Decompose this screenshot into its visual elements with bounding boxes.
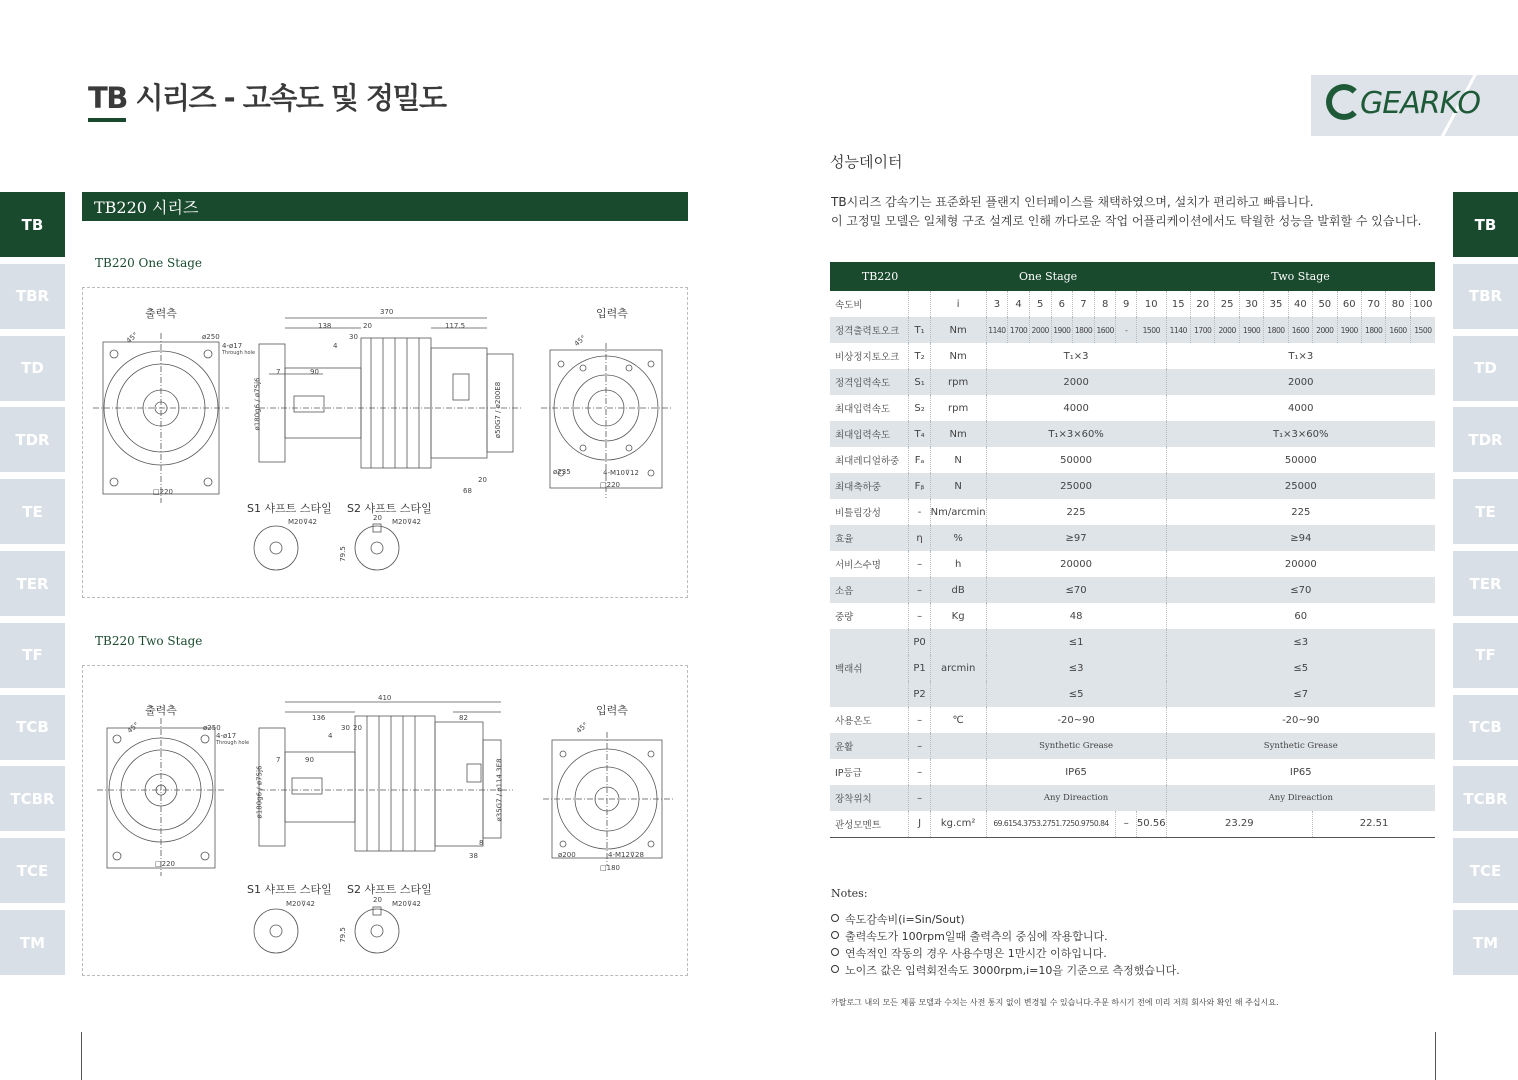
spec-cell: ≤70 — [1166, 577, 1435, 603]
spec-cell: T₁×3 — [1288, 350, 1314, 362]
s1-dim: ø235 — [553, 468, 571, 476]
spec-cell: 윤활 — [830, 733, 909, 759]
side-tab-tbr[interactable]: TBR — [0, 264, 65, 329]
stage2-drawing — [82, 665, 688, 976]
s2-dim: ø250 — [203, 724, 221, 732]
s2-dim: Through hole — [216, 740, 250, 746]
spec-cell: IP등급 — [830, 759, 909, 785]
spec-cell: 1140 — [986, 317, 1008, 343]
spec-cell: 9 — [1116, 291, 1136, 317]
spec-cell: 50 — [1313, 291, 1337, 317]
s1-dim: 370 — [380, 308, 394, 316]
s1-dim: □220 — [600, 481, 620, 489]
spec-cell: P2 — [909, 681, 930, 707]
side-tab-tbr[interactable]: TBR — [1453, 264, 1518, 329]
s2-dim: 30 — [341, 724, 350, 732]
spec-cell: % — [930, 525, 986, 551]
s2-dim: 410 — [378, 694, 392, 702]
spec-cell: 장착위치 — [830, 785, 909, 811]
spec-cell: 225 — [1291, 506, 1311, 518]
spec-cell: S₂ — [909, 395, 930, 421]
intro-line-1: TB시리즈 감속기는 표준화된 플랜지 인터페이스를 채택하였으며, 설치가 편리하고 빠릅니다. — [831, 195, 1314, 209]
spec-cell: ≤5 — [1166, 655, 1435, 681]
spec-cell: arcmin — [930, 629, 986, 707]
one-stage-header: One Stage — [930, 262, 1166, 291]
spec-cell: – — [909, 759, 930, 785]
spec-cell: 15 — [1166, 291, 1190, 317]
spec-row — [830, 395, 1435, 421]
logo-gear-icon — [1326, 84, 1362, 120]
spec-cell: 23.29 — [1166, 811, 1313, 837]
spec-cell: Nm — [930, 421, 986, 447]
notes-title: Notes: — [831, 887, 868, 900]
spec-cell: η — [909, 525, 930, 551]
s2-dim: 7 — [276, 756, 281, 764]
spec-cell: 35 — [1264, 291, 1288, 317]
side-tab-ter[interactable]: TER — [0, 551, 65, 616]
s1-dim: 45° — [124, 330, 140, 346]
spec-row — [830, 733, 1435, 759]
s1-dim: Through hole — [222, 350, 256, 356]
spec-cell: T₁×3×60% — [986, 421, 1166, 447]
spec-cell: IP65 — [1289, 766, 1312, 778]
spec-row — [830, 811, 1435, 837]
s1-dim: 45° — [572, 333, 588, 349]
s2-dim: 90 — [305, 756, 314, 764]
spec-row — [830, 525, 1435, 551]
spec-cell: 1700 — [1190, 317, 1214, 343]
spec-cell: 60 — [1337, 291, 1361, 317]
spec-cell: 60 — [1294, 610, 1308, 622]
s1-shaft-s1-label: S1 샤프트 스타일 — [247, 502, 332, 515]
spec-cell: ≥94 — [1166, 525, 1435, 551]
spec-cell: 50.56 — [1136, 811, 1166, 837]
s1-dim: 4-ø17 — [222, 342, 243, 350]
s2-dim: 38 — [469, 852, 478, 860]
spec-cell: ≤3 — [986, 655, 1166, 681]
spec-cell: 관성모멘트 — [830, 811, 909, 837]
spec-row — [830, 447, 1435, 473]
s2-dim: 79.5 — [338, 927, 347, 943]
spec-cell: 50000 — [986, 447, 1166, 473]
spec-cell: 25000 — [1166, 473, 1435, 499]
spec-cell: N — [930, 473, 986, 499]
spec-row — [830, 707, 1435, 733]
spec-cell: h — [930, 551, 986, 577]
s2-dim: 45° — [574, 720, 590, 736]
spec-cell: Kg — [930, 603, 986, 629]
spec-cell: 22.51 — [1313, 811, 1435, 837]
spec-row — [830, 262, 1435, 291]
spec-row — [830, 655, 1435, 681]
spec-cell: i — [930, 291, 986, 317]
spec-cell: 2000 — [986, 369, 1166, 395]
spec-row — [830, 473, 1435, 499]
logo-text: GEARKO — [1360, 86, 1481, 121]
spec-cell: Fₐ — [909, 447, 930, 473]
s1-dim: M20⊽42 — [392, 518, 421, 526]
s1-dim: ø250 — [202, 333, 220, 341]
spec-cell: 20000 — [986, 551, 1166, 577]
s1-input-label: 입력측 — [596, 307, 628, 320]
spec-cell: 20 — [1190, 291, 1214, 317]
spec-cell: 1500 — [1410, 317, 1435, 343]
stage1-label: TB220 One Stage — [95, 256, 203, 270]
s1-dim: 20 — [478, 476, 487, 484]
s1-dim: 4-M10⊽12 — [603, 469, 639, 477]
model-header: TB220 — [830, 262, 930, 291]
spec-cell: Any Direaction — [1166, 785, 1435, 811]
spec-cell: ≤70 — [986, 577, 1166, 603]
spec-cell: Nm — [930, 343, 986, 369]
spec-cell: 1900 — [1051, 317, 1073, 343]
side-tab-te[interactable]: TE — [0, 479, 65, 544]
spec-cell: - — [909, 499, 930, 525]
spec-cell: IP65 — [986, 759, 1166, 785]
spec-cell: 25000 — [986, 473, 1166, 499]
spec-cell: 1500 — [1136, 317, 1166, 343]
s1-output-label: 출력측 — [145, 307, 177, 320]
spec-cell: 2000 — [1166, 369, 1435, 395]
spec-cell: 속도비 — [830, 291, 909, 317]
side-tab-tcbr[interactable]: TCBR — [1453, 766, 1518, 831]
spec-row — [830, 785, 1435, 811]
s1-dim: □220 — [153, 488, 173, 496]
spec-row — [830, 343, 1435, 369]
s1-dim: 117.5 — [445, 322, 466, 330]
s2-dim: 4-M12⊽28 — [608, 851, 644, 859]
spec-cell: T₁×3 — [986, 343, 1166, 369]
spec-cell: S₁ — [909, 369, 930, 395]
spec-row — [830, 629, 1435, 655]
spec-cell: T₁×3×60% — [1166, 421, 1435, 447]
performance-title: 성능데이터 — [830, 153, 903, 171]
spec-cell: 1900 — [1337, 317, 1361, 343]
spec-table — [830, 262, 1435, 838]
spec-cell: 4000 — [1288, 402, 1314, 414]
s1-dim: 20 — [363, 322, 372, 330]
spec-cell: 1140 — [1166, 317, 1190, 343]
disclaimer: 카탈로그 내의 모든 제품 모델과 수치는 사전 통지 없이 변경될 수 있습니다.주문 하시기 전에 미리 저희 회사와 확인 해 주십시요. — [831, 998, 1279, 1007]
spec-cell: 7 — [1073, 291, 1095, 317]
s1-dim: 68 — [463, 487, 472, 495]
spec-cell: -20~90 — [986, 707, 1166, 733]
spec-cell: 1700 — [1008, 317, 1030, 343]
s2-shaft-s1-label: S1 샤프트 스타일 — [247, 883, 332, 896]
spec-cell — [930, 785, 986, 811]
spec-cell: 4000 — [986, 395, 1166, 421]
spec-cell: 25 — [1215, 291, 1239, 317]
title-underline — [88, 118, 126, 122]
intro-line-2: 이 고정밀 모델은 일체형 구조 설계로 인해 까다로운 작업 어플리케이션에서도 탁월한 성능을 발휘할 수 있습니다. — [831, 214, 1422, 228]
side-tab-tb[interactable]: TB — [1453, 192, 1518, 257]
spec-cell: ≤5 — [986, 681, 1166, 707]
s2-shaft-s2-label: S2 샤프트 스타일 — [347, 883, 432, 896]
spec-row — [830, 551, 1435, 577]
spec-cell — [930, 759, 986, 785]
spec-cell: Fᵦ — [909, 473, 930, 499]
spec-cell: Synthetic Grease — [986, 733, 1166, 759]
spec-cell: 1800 — [1264, 317, 1288, 343]
side-tab-te[interactable]: TE — [1453, 479, 1518, 544]
spec-row — [830, 759, 1435, 785]
page-line-right — [1435, 1032, 1436, 1080]
note-item: 속도감속비(i=Sin/Sout) — [831, 911, 965, 927]
s1-dim: 4 — [333, 342, 338, 350]
section-title: TB220 시리즈 — [82, 192, 688, 221]
s1-dim: 30 — [349, 333, 358, 341]
spec-cell: 정격출력토오크 — [830, 317, 909, 343]
spec-cell: 2000 — [1313, 317, 1337, 343]
side-tab-tcb[interactable]: TCB — [1453, 695, 1518, 760]
spec-cell: 69.6154.3753.2751.7250.9750.84 — [986, 811, 1116, 837]
spec-cell: N — [930, 447, 986, 473]
s2-dim: 8 — [479, 839, 484, 847]
spec-cell: 1800 — [1361, 317, 1385, 343]
stage1-svg — [83, 288, 689, 599]
spec-row — [830, 499, 1435, 525]
spec-cell: 중량 — [830, 603, 909, 629]
spec-cell: J — [909, 811, 930, 837]
s1-dim: 90 — [310, 368, 319, 376]
side-tab-tb[interactable]: TB — [0, 192, 65, 257]
s1-dim: 138 — [318, 322, 332, 330]
spec-cell: ≤7 — [1166, 681, 1435, 707]
s2-dim: ø35G7 / ø114.3E8 — [495, 758, 504, 822]
spec-cell: Synthetic Grease — [1166, 733, 1435, 759]
spec-cell: 5 — [1029, 291, 1051, 317]
spec-cell: ≤3 — [1166, 629, 1435, 655]
side-tab-tf[interactable]: TF — [1453, 623, 1518, 688]
spec-cell: 2000 — [1029, 317, 1051, 343]
spec-cell: 40 — [1288, 291, 1312, 317]
side-tab-tdr[interactable]: TDR — [1453, 407, 1518, 472]
spec-cell: 1600 — [1094, 317, 1116, 343]
spec-cell: 1800 — [1073, 317, 1095, 343]
spec-cell: 사용온도 — [830, 707, 909, 733]
spec-cell: dB — [930, 577, 986, 603]
s2-dim: M20⊽42 — [286, 900, 315, 908]
spec-cell: - — [1116, 317, 1136, 343]
spec-cell: 20000 — [1284, 558, 1317, 570]
spec-cell: ≥97 — [986, 525, 1166, 551]
s2-dim: ø200 — [558, 851, 576, 859]
two-stage-header: Two Stage — [1166, 262, 1435, 291]
s2-dim: 20 — [353, 724, 362, 732]
side-tab-tcb[interactable]: TCB — [0, 695, 65, 760]
side-tab-tcbr[interactable]: TCBR — [0, 766, 65, 831]
spec-cell: 4 — [1008, 291, 1030, 317]
s1-dim: 79.5 — [338, 546, 347, 562]
spec-cell: 효율 — [830, 525, 909, 551]
spec-cell: P1 — [909, 655, 930, 681]
s2-dim: □220 — [155, 860, 175, 868]
spec-cell: 3 — [986, 291, 1008, 317]
side-tab-ter[interactable]: TER — [1453, 551, 1518, 616]
side-tab-tm[interactable]: TM — [1453, 910, 1518, 975]
spec-cell: – — [1116, 811, 1136, 837]
spec-row — [830, 577, 1435, 603]
spec-cell: 30 — [1239, 291, 1263, 317]
spec-cell: 48 — [986, 603, 1166, 629]
spec-cell: 6 — [1051, 291, 1073, 317]
s2-dim: ø180g6 / ø75j6 — [255, 765, 264, 819]
spec-cell — [909, 291, 930, 317]
side-tab-tm[interactable]: TM — [0, 910, 65, 975]
spec-cell: 비상정지토오크 — [830, 343, 909, 369]
spec-cell: 2000 — [1215, 317, 1239, 343]
stage1-drawing — [82, 287, 688, 598]
spec-cell: T₁ — [909, 317, 930, 343]
spec-row — [830, 317, 1435, 343]
spec-cell: T₂ — [909, 343, 930, 369]
note-item: 노이즈 값은 입력회전속도 3000rpm,i=10을 기준으로 측정했습니다. — [831, 962, 1180, 978]
s1-dim: M20⊽42 — [288, 518, 317, 526]
spec-cell: 80 — [1386, 291, 1410, 317]
note-item: 출력속도가 100rpm일때 출력측의 중심에 작용합니다. — [831, 928, 1108, 944]
spec-cell: 최대입력속도 — [830, 421, 909, 447]
s1-shaft-s2-label: S2 샤프트 스타일 — [347, 502, 432, 515]
spec-cell: 50000 — [1284, 454, 1317, 466]
spec-cell: T₄ — [909, 421, 930, 447]
side-tab-tf[interactable]: TF — [0, 623, 65, 688]
spec-cell: rpm — [930, 369, 986, 395]
spec-cell: 10 — [1136, 291, 1166, 317]
s2-input-label: 입력측 — [596, 704, 628, 717]
spec-cell: P0 — [909, 629, 930, 655]
spec-cell: 최대레디얼하중 — [830, 447, 909, 473]
s2-dim: 136 — [312, 714, 326, 722]
spec-cell: ℃ — [930, 707, 986, 733]
s2-dim: 82 — [459, 714, 468, 722]
s2-dim: 4-ø17 — [216, 732, 237, 740]
s1-dim: ø50G7 / ø200E8 — [494, 381, 503, 439]
spec-cell: 서비스수명 — [830, 551, 909, 577]
s2-dim: M20⊽42 — [392, 900, 421, 908]
spec-cell: 1600 — [1386, 317, 1410, 343]
spec-row — [830, 421, 1435, 447]
spec-row — [830, 369, 1435, 395]
spec-cell: – — [909, 733, 930, 759]
note-item: 연속적인 작동의 경우 사용수명은 1만시간 이하입니다. — [831, 945, 1107, 961]
spec-row — [830, 291, 1435, 317]
side-tab-td[interactable]: TD — [1453, 336, 1518, 401]
spec-cell: 비틀림강성 — [830, 499, 909, 525]
spec-cell: 최대입력속도 — [830, 395, 909, 421]
spec-cell: – — [909, 603, 930, 629]
spec-cell: Any Direaction — [986, 785, 1166, 811]
s1-dim: ø180g6 / ø75j6 — [253, 377, 262, 431]
page-line-left — [81, 1032, 82, 1080]
spec-row — [830, 603, 1435, 629]
spec-cell: – — [909, 707, 930, 733]
spec-cell: 1600 — [1288, 317, 1312, 343]
s2-dim: 45° — [125, 720, 141, 736]
s2-output-label: 출력측 — [145, 704, 177, 717]
stage2-label: TB220 Two Stage — [95, 634, 203, 648]
spec-cell: -20~90 — [1282, 714, 1320, 726]
spec-cell: 100 — [1413, 298, 1433, 310]
spec-cell — [930, 733, 986, 759]
spec-cell: 8 — [1094, 291, 1116, 317]
s1-dim: 7 — [276, 368, 281, 376]
s2-dim: 4 — [328, 732, 333, 740]
spec-cell: – — [909, 785, 930, 811]
spec-cell: 1900 — [1239, 317, 1263, 343]
spec-cell: – — [909, 577, 930, 603]
s2-dim: □180 — [600, 864, 620, 872]
s2-dim: 20 — [373, 896, 382, 904]
spec-cell: rpm — [930, 395, 986, 421]
spec-cell: – — [909, 551, 930, 577]
s1-dim: 20 — [373, 514, 382, 522]
side-tab-tdr[interactable]: TDR — [0, 407, 65, 472]
spec-cell: kg.cm² — [930, 811, 986, 837]
spec-cell: 정격입력속도 — [830, 369, 909, 395]
spec-cell: Nm — [930, 317, 986, 343]
spec-row — [830, 681, 1435, 707]
spec-cell: Nm/arcmin — [930, 499, 986, 525]
spec-cell: 최대축하중 — [830, 473, 909, 499]
side-tab-tce[interactable]: TCE — [0, 838, 65, 903]
side-tab-td[interactable]: TD — [0, 336, 65, 401]
spec-cell: ≤1 — [986, 629, 1166, 655]
spec-cell: 70 — [1361, 291, 1385, 317]
spec-cell: 소음 — [830, 577, 909, 603]
spec-cell: 백래쉬 — [830, 629, 909, 707]
spec-cell: 225 — [986, 499, 1166, 525]
side-tab-tce[interactable]: TCE — [1453, 838, 1518, 903]
page-title: TB 시리즈 - 고속도 및 정밀도 — [88, 81, 446, 115]
